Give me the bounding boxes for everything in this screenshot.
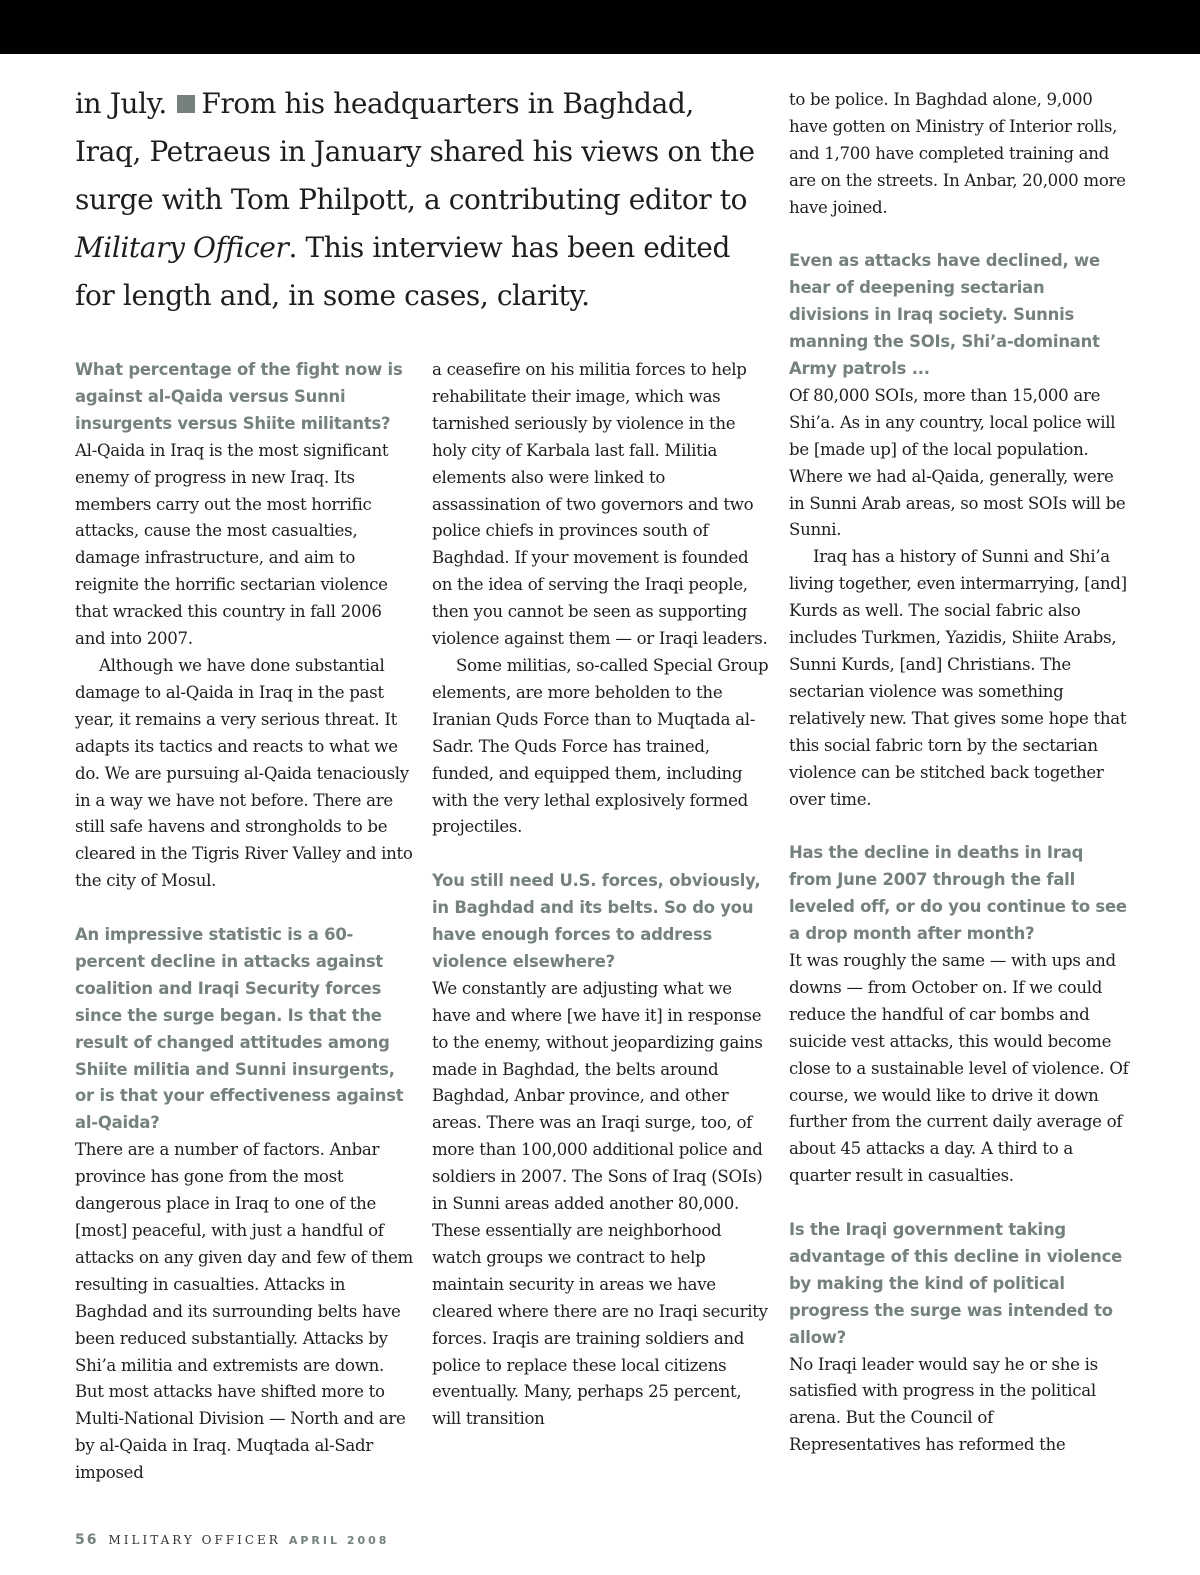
question-heading: Is the Iraqi government taking advantage of this decline in violence by making the kind of political progress the surge was intended to allow? xyxy=(789,1220,1123,1347)
question-heading: Has the decline in deaths in Iraq from June 2007 through the fall leveled off, or do you continue to see a drop month after month? xyxy=(789,843,1127,944)
intro-text: From his headquarters in Baghdad, Iraq, Petraeus in January shared his views on the surge with Tom Philpott, a contributing editor to xyxy=(75,87,755,216)
page-footer xyxy=(75,1532,389,1548)
issue-date: APRIL 2008 xyxy=(288,1534,390,1547)
column-1 xyxy=(75,357,415,1487)
answer-paragraph: Iraq has a history of Sunni and Shi’a living together, even intermarrying, [and] Kurds as well. The social fabric also includes Turkmen, Yazidis, Shiite Arabs, Sunni Kurds, [and] Christians. The sectarian violence was something relatively new. That gives some hope that this social fabric torn by the sectarian violence can be stitched back together over time. xyxy=(789,547,1127,809)
magazine-name: MILITARY OFFICER xyxy=(108,1533,281,1547)
intro-lead: in July. xyxy=(75,87,167,120)
section-square-icon xyxy=(177,95,195,113)
answer-paragraph: We constantly are adjusting what we have and where [we have it] in response to the enemy, without jeopardizing gains made in Baghdad, the belts around Baghdad, Anbar province, and other areas. There was an Iraqi surge, too, of more than 100,000 additional police and soldiers in 2007. The Sons of Iraq (SOIs) in Sunni areas added another 80,000. These essentially are neighborhood watch groups we contract to help maintain security in areas we have cleared where there are no Iraqi security forces. Iraqis are training soldiers and police to replace these local citizens eventually. Many, perhaps 25 percent, will transition xyxy=(432,978,768,1429)
column-2 xyxy=(432,357,772,1433)
question-heading: You still need U.S. forces, obviously, in Baghdad and its belts. So do you have enough forces to address violence elsewhere? xyxy=(432,871,761,971)
answer-paragraph: There are a number of factors. Anbar province has gone from the most dangerous place in Iraq to one of the [most] peaceful, with just a handful of attacks on any given day and few of them resulting in casualties. Attacks in Baghdad and its surrounding belts have been reduced substantially. Attacks by Shi’a militia and extremists are down. But most attacks have shifted more to Multi-National Division — North and are by al-Qaida in Iraq. Muqtada al-Sadr imposed xyxy=(75,1140,413,1483)
answer-paragraph: No Iraqi leader would say he or she is satisfied with progress in the political arena. But the Council of Representatives has reformed the xyxy=(789,1354,1098,1455)
answer-paragraph: a ceasefire on his militia forces to help rehabilitate their image, which was tarnished seriously by violence in the holy city of Karbala last fall. Militia elements also were linked to assassination of two governors and two police chiefs in provinces south of Baghdad. If your movement is founded on the idea of serving the Iraqi people, then you cannot be seen as supporting violence against them — or Iraqi leaders. xyxy=(432,360,768,649)
question-heading: Even as attacks have declined, we hear of deepening sectarian divisions in Iraq society. Sunnis manning the SOIs, Shi’a-dominant Army patrols ... xyxy=(789,251,1100,379)
top-black-bar xyxy=(0,0,1200,54)
page-number: 56 xyxy=(75,1532,99,1548)
intro-paragraph xyxy=(75,80,765,320)
magazine-title-italic: Military Officer xyxy=(75,231,289,264)
intro-text-end: . This interview has been edited for length and, in some cases, clarity. xyxy=(75,231,730,312)
answer-paragraph: Al-Qaida in Iraq is the most significant enemy of progress in new Iraq. Its members carry out the most horrific attacks, cause the most casualties, damage infrastructure, and aim to reignite the horrific sectarian violence that wracked this country in fall 2006 and into 2007. xyxy=(75,440,389,649)
answer-paragraph: Of 80,000 SOIs, more than 15,000 are Shi’a. As in any country, local police will be [made up] of the local population. Where we had al-Qaida, generally, were in Sunni Arab areas, so most SOIs will be Sunni. xyxy=(789,385,1126,540)
question-heading: What percentage of the fight now is against al-Qaida versus Sunni insurgents versus Shiite militants? xyxy=(75,360,403,433)
answer-paragraph: It was roughly the same — with ups and downs — from October on. If we could reduce the handful of car bombs and suicide vest attacks, this would become close to a sustainable level of violence. Of course, we would like to drive it down further from the current daily average of about 45 attacks a day. A third to a quarter result in casualties. xyxy=(789,950,1129,1186)
column-3 xyxy=(789,87,1129,1459)
answer-paragraph: Some militias, so-called Special Group elements, are more beholden to the Iranian Quds Force than to Muqtada al-Sadr. The Quds Force has trained, funded, and equipped them, including with the very lethal explosively formed projectiles. xyxy=(432,655,769,837)
question-heading: An impressive statistic is a 60-percent decline in attacks against coalition and Iraqi Security forces since the surge began. Is that the result of changed attitudes among Shiite militia and Sunni insurgents, or is that your effectiveness against al-Qaida? xyxy=(75,925,404,1133)
answer-paragraph: Although we have done substantial damage to al-Qaida in Iraq in the past year, it remains a very serious threat. It adapts its tactics and reacts to what we do. We are pursuing al-Qaida tenaciously in a way we have not before. There are still safe havens and strongholds to be cleared in the Tigris River Valley and into the city of Mosul. xyxy=(75,655,413,891)
answer-paragraph: to be police. In Baghdad alone, 9,000 have gotten on Ministry of Interior rolls, and 1,700 have completed training and are on the streets. In Anbar, 20,000 more have joined. xyxy=(789,90,1126,217)
